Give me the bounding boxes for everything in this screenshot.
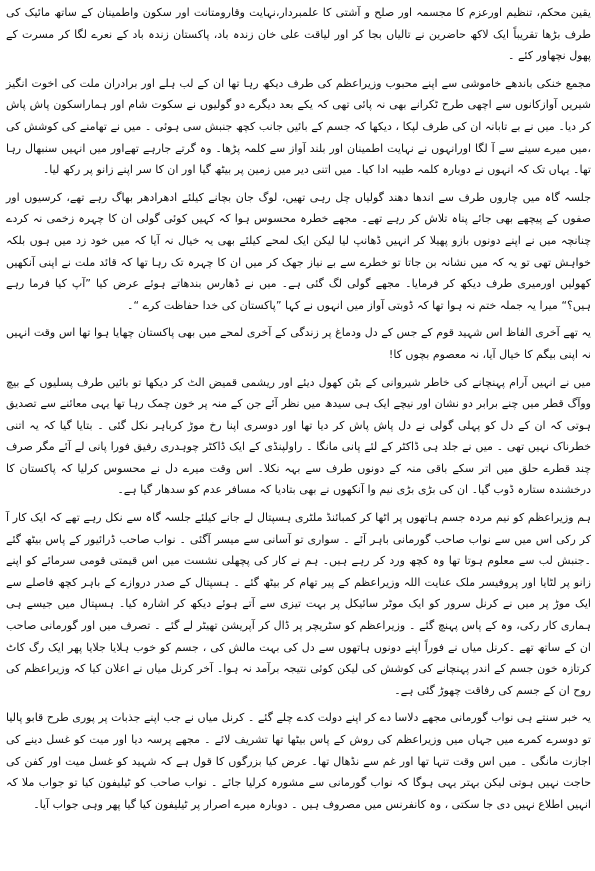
paragraph-3: جلسہ گاہ میں چاروں طرف سے اندھا دھند گولیاں چل رہی تھیں، لوگ جان بچانے کیلئے ادھرادھر بھاگ رہے تھے، کرسیوں اور صفوں کے پیچھے بھی جائے پناہ تلاش کر رہے تھے۔ مجھے خطرہ محسوس ہوا کہ کہیں کوئی گولی ان کا چہرہ زخمی نہ کردے چنانچہ میں نے اپنے دونوں بازو پھیلا کر انہیں ڈھانپ لیا لیکن ایک لمحے کیلئے بھی یہ خیال نہ آیا کہ میں خود زد میں ہوں بلکہ خواہش تھی تو یہ کہ میں نشانہ بن جاتا تو خطرے سے بے نیاز جھک کر میں ان کا چہرہ تک رہا تھا کہ قائد ملت نے اپنی آنکھیں کھولیں اورمیری طرف دیکھ کر فرمایا۔ مجھے گولی لگ گئی ہے۔ میں نے ڈھارس بندھاتے ہوئے عرض کیا ”آپ کیا فرما رہے ہیں؟“ میرا یہ جملہ ختم نہ ہوا تھا کہ ڈوبتی آواز میں انہوں نے کہا ”پاکستان کی خدا حفاظت کرے “۔ [6, 190, 591, 312]
paragraph-7: یہ خبر سنتے ہی نواب گورمانی مجھے دلاسا دے کر اپنے دولت کدے چلے گئے ۔ کرنل میاں نے جب اپنے جذبات پر پوری طرح قابو پالیا تو دوسرے کمرے میں جہاں میں وزیراعظم کی روش کے پاس بیٹھا تھا تشریف لائے ۔ مجھے پرسہ دیا اور میت کو غسل دینے کی اجازت مانگی ۔ میں اس وقت تنہا تھا اور غم سے نڈھال تھا۔ عرض کیا بزرگوں کا قول ہے کہ شہید کو غسل میت اور کفن کی حاجت نہیں ہوتی لیکن بہتر یہی ہوگا کہ نواب گورمانی سے مشورہ کرلیا جائے ۔ نواب صاحب کو ٹیلیفون کیا تو جواب ملا کہ انہیں اطلاع نہیں دی جا سکتی ، وہ کانفرنس میں مصروف ہیں ۔ دوبارہ میرے اصرار پر ٹیلیفون کیا گیا پھر وہی جواب آیا۔ [6, 711, 591, 811]
paragraph-5: میں نے انہیں آرام پہنچانے کی خاطر شیروانی کے بٹن کھول دیئے اور ریشمی قمیض الٹ کر دیکھا تو بائیں طرف پسلیوں کے بیچ ووآگ قطر میں چنے برابر دو نشان اور نیچے ایک ہی سیدھ میں نظر آئے جن کے منہ پر خون چمک رہا تھا یہی معائنے سے تصدیق ہوتی کہ ان کے دل کو پہلی گولی نے دل پاش پاش کر دیا تھا اور دوسری اپنا رخ موڑ کرباہر نکل گئی ۔ بتایا گیا کہ یہ اتنی خطرناک نہیں تھی ۔ میں نے جلد ہی ڈاکٹر کے لئے پانی مانگا ۔ راولپنڈی کے ایک ڈاکٹر چوہدری رفیق فورا پانی لے آئے مگر صرف چند قطرے حلق میں اتر سکے باقی منہ کے دونوں طرف سے بہہ نکلا۔ اس وقت میرے دل نے محسوس کرلیا کہ پاکستان کا درخشندہ ستارہ ڈوب گیا۔ ان کی بڑی بڑی نیم وا آنکھوں نے بھی بتادیا کہ مسافر عدم کو سدھار گیا ہے۔ [6, 375, 591, 497]
paragraph-4: یہ تھے آخری الفاظ اس شہید قوم کے جس کے دل ودماغ پر زندگی کے آخری لمحے میں بھی پاکستان چھایا ہوا تھا اس وقت انہیں نہ اپنی بیگم کا خیال آیا، نہ معصوم بچوں کا! [6, 326, 591, 361]
paragraph-2: مجمع خنکی باندھے خاموشی سے اپنے محبوب وزیراعظم کی طرف دیکھ رہا تھا ان کے لب ہلے اور برادران ملت کی اخوت انگیز شیریں آوازکانوں سے اچھی طرح ٹکرانے بھی نہ پائی تھی کہ یکے بعد دیگرے دو گولیوں نے سکوت شام اور ہماراسکون پاش پاش کر دیا۔ میں نے بے تابانہ ان کی طرف لپکا ، دیکھا کہ جسم کے بائیں جانب کچھ جنبش سی ہوئی ۔ میں نے تھامنے کی کوشش کی ،میں میرے سینے سے آ لگا اورانہوں نے نہایت اطمینان اور بلند آواز سے کلمہ پڑھا۔ وہ گرتے جارہے تھےاور میں انہیں سنبھال رہا تھا۔ یہاں تک کہ انہوں نے دوبارہ کلمہ طیبہ ادا کیا۔ میں اتنی دیر میں زمین پر بیٹھ گیا اور ان کا سر اپنے زانو پر رکھ لیا۔ [6, 76, 591, 177]
paragraph-1: یقین محکم، تنظیم اورعزم کا مجسمہ اور صلح و آشتی کا علمبردار،نہایت وقارومتانت اور سکون واطمینان کے ساتھ مائیک کی طرف بڑھا تقریباً ایک لاکھ حاضرین نے تالیاں بجا کر اور لیاقت علی خان زندہ باد، پاکستان زندہ باد کے نعرے لگا کر مسرت کے پھول نچھاور کئے ۔ [6, 6, 591, 63]
paragraph-6: ہم وزیراعظم کو نیم مردہ جسم ہاتھوں پر اٹھا کر کمبائنڈ ملٹری ہسپتال لے جانے کیلئے جلسہ گاہ سے نکل رہے تھے کہ ایک کار آ کر رکی اس میں سے نواب صاحب گورمانی باہر آئے ۔ سواری تو آسانی سے میسر آگئی ۔ نواب صاحب ڈرائیور کے پاس بیٹھ گئے ۔جنبش لب سے معلوم ہوتا تھا وہ کچھ ورد کر رہے ہیں۔ ہم نے کار کی پچھلی نشست میں اس قیمتی قومی سرمائے کو اپنے زانو پر لٹایا اور پروفیسر ملک عنایت اللہ وزیراعظم کے پیر تھام کر بیٹھ گئے ۔ ہسپتال کے صدر دروازے کے باہر کچھ فاصلے سے ایک موڑ پر میں نے کرنل سرور کو ایک موٹر سائیکل پر بہت تیزی سے آتے ہوئے دیکھ کر اشارہ کیا۔ ہسپتال میں جیسے ہی ہماری کار رکی، وہ کے پاس پہنچ گئے ۔ وزیراعظم کو سٹریچر پر ڈال کر آپریشن تھیٹر لے گئے ۔ تصرف میں اور گورمانی صاحب ان کے ساتھ تھے ۔کرنل میاں نے فوراً اپنے دونوں ہاتھوں سے دل کی بہت مالش کی ، جسم کو خوب ہلایا جلایا پھر ایک رگ کاٹ کرتازہ خون جسم کے اندر پہنچانے کی کوشش کی لیکن کوئی نتیجہ برآمد نہ ہوا۔ آخر کرنل میاں نے اعلان کیا کہ وزیراعظم کی روح ان کے جسم کی رفاقت چھوڑ گئی ہے۔ [6, 511, 591, 697]
